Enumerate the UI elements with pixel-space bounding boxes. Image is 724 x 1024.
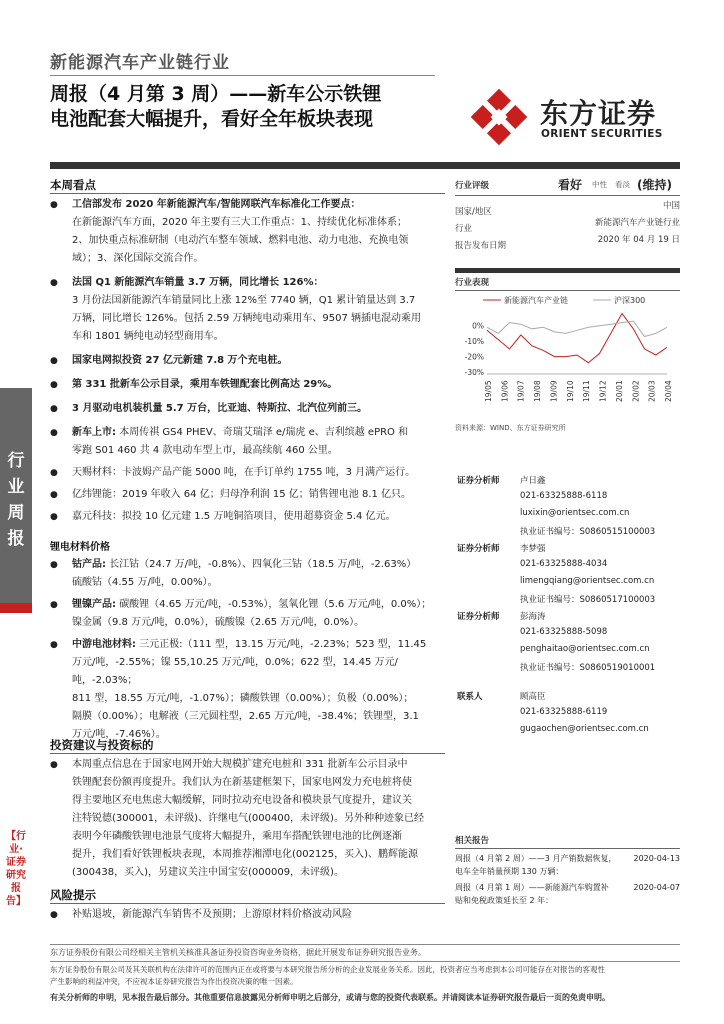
info-key: 行业 [455, 224, 473, 234]
rating-row [455, 177, 680, 196]
analyst-role: 证券分析师 [457, 476, 500, 486]
info-row [455, 199, 680, 216]
price-text: 隔膜（0.00%）；电解液（三元圆柱型，2.65 万元/吨，-38.4%；铁锂型，3.1 [72, 711, 419, 722]
invest-line: 提升，我们看好铁锂板块表现，本周推荐湘潭电化(002125，买入)、鹏辉能源 [72, 849, 418, 860]
contact-email[interactable]: gugaochen@orientsec.com.cn [520, 724, 649, 734]
price-label: 钴产品: [72, 559, 106, 570]
info-key: 国家/地区 [455, 207, 492, 217]
bullet-icon: ● [50, 600, 58, 610]
contact-role: 联系人 [457, 692, 483, 702]
analyst-cert: 执业证书编号：S0860515100003 [520, 527, 656, 537]
company-news-item [50, 508, 445, 526]
highlights-heading: 本周看点 [50, 178, 96, 192]
bullet-icon: ● [50, 468, 58, 478]
price-text: 碳酸锂（4.65 万元/吨，-0.53%），氢氧化锂（5.6 万元/吨，0.0%）； [119, 599, 432, 610]
highlight-body-line: 3 月份法国新能源汽车销量同比上涨 12%至 7740 辆，Q1 累计销量达到 3.7 [72, 295, 416, 306]
legend-label: 沪深300 [614, 296, 646, 305]
related-item[interactable] [455, 881, 680, 907]
prices-list [50, 556, 445, 744]
info-value: 2020 年 04 月 19 日 [597, 235, 680, 245]
analyst-name: 彭海涛 [520, 612, 546, 622]
chart-title-divider [455, 290, 680, 291]
highlight-item [50, 352, 445, 370]
invest-line: 注特锐德(300001，未评级)、许继电气(000400，未评级)。另外种种迹象已经 [72, 813, 424, 824]
rating-status: (维持) [637, 178, 672, 192]
analyst-email[interactable]: luxixin@orientsec.com.cn [520, 508, 630, 518]
price-item [50, 596, 445, 632]
analyst-phone: 021-63325888-4034 [520, 559, 608, 569]
invest-line: (300438，买入)，另建议关注中国宝安(000009，未评级)。 [72, 867, 344, 878]
footer-line: 东方证券股份有限公司经相关主管机关核准具备证券投资咨询业务资格，据此开展发布证券研究报告业务。 [50, 948, 426, 957]
analyst-name: 李梦强 [520, 544, 546, 554]
contact-phone: 021-63325888-6119 [520, 707, 608, 717]
chart-source: 资料来源：WIND、东方证券研究所 [455, 424, 566, 432]
related-item[interactable] [455, 852, 680, 878]
x-tick-label: 19/09 [549, 380, 559, 402]
highlight-title: 国家电网拟投资 27 亿元新建 7.8 万个充电桩。 [72, 355, 288, 366]
chart-title: 行业表现 [455, 278, 490, 288]
bullet-icon: ● [50, 278, 58, 288]
x-tick-label: 20/04 [664, 380, 673, 402]
price-text: 镍金属（9.8 万元/吨，0.0%），硫酸镍（2.65 万元/吨，0.0%）。 [72, 617, 365, 628]
highlight-body-line: 万辆，同比增长 126%。包括 2.59 万辆纯电动乘用车、9507 辆插电混动乘用 [72, 313, 422, 324]
analyst-email[interactable]: penghaitao@orientsec.com.cn [520, 644, 650, 654]
analyst-email[interactable]: limengqiang@orientsec.com.cn [520, 576, 655, 586]
sidebar-label-block [0, 388, 32, 603]
price-text: 811 型，18.55 万元/吨，-1.07%）；磷酸铁锂（0.00%）；负极（0.00%）； [72, 693, 414, 704]
y-tick-label: -20% [464, 352, 484, 362]
info-row [455, 233, 680, 250]
invest-heading: 投资建议与投资标的 [50, 738, 154, 752]
price-text: 三元正极:（111 型，13.15 万元/吨，-2.23%；523 型，11.45 [139, 639, 427, 650]
footer-divider [50, 944, 680, 945]
info-table [455, 199, 680, 250]
new-cars-text: 零跑 S01 460 共 4 款电动车型上市，最高续航 460 公里。 [72, 445, 338, 456]
x-tick-label: 19/06 [500, 380, 510, 402]
new-cars-item [50, 424, 445, 460]
x-tick-label: 19/08 [533, 380, 543, 402]
info-key: 报告发布日期 [455, 241, 507, 251]
company-news-text: 天赐材料：卡波姆产品产能 5000 吨，在手订单约 1755 吨，3 月满产运行。 [72, 467, 416, 478]
logo-name-cn: 东方证券 [540, 97, 657, 130]
related-date: 2020-04-13 [633, 854, 680, 863]
highlights-list [50, 196, 445, 526]
bullet-icon: ● [50, 490, 58, 500]
related-date: 2020-04-07 [633, 883, 680, 892]
price-label: 锂镍产品: [72, 599, 116, 610]
related-list [455, 852, 680, 907]
price-item [50, 556, 445, 592]
highlight-item [50, 274, 445, 346]
y-tick-label: -10% [464, 337, 484, 347]
highlight-title: 法国 Q1 新能源汽车销量 3.7 万辆，同比增长 126%： [72, 277, 324, 288]
sidebar-report-tag: 【行业·证券研究报告】 [6, 831, 26, 907]
rating-value: 看好 [558, 178, 583, 192]
analyst-phone: 021-63325888-5098 [520, 627, 608, 637]
orient-logo-icon [470, 88, 528, 146]
analyst-cert: 执业证书编号：S0860519010001 [520, 663, 656, 673]
invest-line: 本周重点信息在于国家电网开始大规模扩建充电桩和 331 批新车公示目录中 [72, 759, 408, 770]
invest-line: 铁锂配套份额再度提升。我们认为在新基建框架下，国家电网发力充电桩将使 [72, 777, 412, 788]
related-title: 周报（4 月第 1 周）——新能源汽车购置补 [455, 883, 609, 892]
performance-chart [455, 292, 680, 412]
title-line-2: 电池配套大幅提升，看好全年板块表现 [50, 108, 374, 130]
highlight-body-line: 车和 1801 辆纯电动轻型商用车。 [72, 331, 224, 342]
highlight-item [50, 376, 445, 394]
risk-item [50, 906, 445, 924]
rating-label: 行业评级 [455, 181, 490, 191]
highlight-item [50, 196, 445, 268]
company-logo [470, 88, 680, 148]
footer-divider [50, 961, 680, 962]
analyst-role: 证券分析师 [457, 544, 500, 554]
highlight-body-line: 在新能源汽车方面，2020 年主要有三大工作重点：1、持续优化标准体系； [72, 217, 407, 228]
invest-line: 表明今年磷酸铁锂电池景气度将大幅提升，乘用车搭配铁锂电池的比例逐渐 [72, 831, 402, 842]
company-news-item [50, 486, 445, 504]
analyst-role: 证券分析师 [457, 612, 500, 622]
new-cars-label: 新车上市: [72, 427, 116, 438]
sidebar-accent [0, 603, 32, 613]
highlights-divider [50, 193, 445, 194]
bullet-icon: ● [50, 640, 58, 650]
highlight-title: 3 月驱动电机装机量 5.7 万台，比亚迪、特斯拉、北汽位列前三。 [72, 403, 368, 414]
invest-divider [50, 753, 445, 754]
analyst-block [457, 474, 655, 741]
footer-line: 产生影响的利益冲突，不应视本证券研究报告为作出投资决策的唯一因素。 [50, 977, 298, 986]
legend-label: 新能源汽车产业链 [504, 296, 568, 305]
company-news-text: 嘉元科技：拟投 10 亿元建 1.5 万吨铜箔项目，使用超募资金 5.4 亿元。 [72, 511, 396, 522]
highlight-item [50, 400, 445, 418]
header-divider [50, 75, 435, 76]
related-divider [455, 848, 680, 849]
x-tick-label: 19/11 [582, 380, 592, 402]
risk-text: 补贴退坡，新能源汽车销售不及预期；上游原材料价格波动风险 [72, 909, 352, 920]
highlight-body-line: 2、加快重点标准研制（电动汽车整车领域、燃料电池、动力电池、充换电领 [72, 235, 409, 246]
logo-name-en: ORIENT SECURITIES [541, 128, 663, 140]
risk-heading: 风险提示 [50, 888, 96, 902]
bullet-icon: ● [50, 404, 58, 414]
bullet-icon: ● [50, 560, 58, 570]
highlight-title: 工信部发布 2020 年新能源汽车/智能网联汽车标准化工作要点： [72, 199, 361, 210]
x-tick-label: 19/07 [516, 380, 526, 402]
bullet-icon: ● [50, 512, 58, 522]
company-news-text: 亿纬锂能：2019 年收入 64 亿；归母净利润 15 亿；销售锂电池 8.1 亿只。 [72, 489, 412, 500]
series-line [487, 321, 667, 336]
highlight-body-line: 域）；3、深化国际交流合作。 [72, 253, 204, 264]
header-bar [50, 162, 680, 169]
bullet-icon: ● [50, 760, 58, 770]
y-tick-label: 0% [472, 321, 484, 331]
risk-divider [50, 903, 445, 904]
y-tick-label: -30% [464, 368, 484, 377]
title-line-1: 周报（4 月第 3 周）——新车公示铁锂 [50, 83, 382, 105]
x-tick-label: 19/10 [565, 380, 575, 402]
x-tick-label: 19/05 [484, 380, 493, 402]
x-tick-label: 20/03 [647, 380, 657, 402]
prices-heading: 锂电材料价格 [50, 542, 110, 553]
related-title: 周报（4 月第 2 周）——3 月产销数据恢复， [455, 854, 617, 863]
analyst-cert: 执业证书编号：S0860517100003 [520, 595, 656, 605]
price-text: 长江钴（24.7 万/吨，-0.8%）、四氧化三钴（18.5 万/吨，-2.63%） [109, 559, 417, 570]
bullet-icon: ● [50, 356, 58, 366]
analyst-name: 卢日鑫 [520, 476, 546, 486]
price-text: 硫酸钴（4.55 万/吨，0.00%）。 [72, 577, 218, 588]
rating-neutral: 中性 [592, 180, 607, 189]
x-tick-label: 20/02 [631, 380, 641, 402]
price-item [50, 636, 445, 744]
related-heading: 相关报告 [455, 836, 490, 846]
info-row [455, 216, 680, 233]
bullet-icon: ● [50, 428, 58, 438]
rating-negative: 看淡 [615, 180, 630, 189]
related-title: 贴和免税政策延长至 2 年： [455, 896, 554, 905]
price-text: 万元/吨，-2.55%；镍 55,10.25 万元/吨，0.0%；622 型，14.45 万元/吨，-2.03%； [72, 657, 398, 686]
info-value: 中国 [662, 201, 680, 211]
x-tick-label: 20/01 [614, 380, 624, 402]
new-cars-text: 本周传祺 GS4 PHEV、奇瑞艾瑞泽 e/瑞虎 e、吉利缤越 ePRO 和 [119, 427, 409, 438]
info-value: 新能源汽车产业链行业 [594, 218, 680, 228]
price-text: 万元/吨，-7.46%）。 [72, 729, 166, 740]
analyst-phone: 021-63325888-6118 [520, 491, 608, 501]
risk-block [50, 906, 445, 924]
bullet-icon: ● [50, 200, 58, 210]
company-news-item [50, 464, 445, 482]
bullet-icon: ● [50, 380, 58, 390]
series-line [487, 313, 667, 362]
related-title: 电车全年销量预期 130 万辆： [455, 867, 564, 876]
sidebar-label: 行业周报 [7, 451, 25, 549]
price-label: 中游电池材料: [72, 639, 136, 650]
x-tick-label: 19/12 [598, 380, 608, 402]
contact-name: 顾高臣 [520, 692, 546, 702]
report-category: 新能源汽车产业链行业 [50, 53, 230, 73]
highlight-title: 第 331 批新车公示目录，乘用车铁锂配套比例高达 29%。 [72, 379, 338, 390]
invest-item [50, 756, 445, 882]
invest-line: 得主要地区充电焦虑大幅缓解，同时拉动充电设备和模块景气度提升，建议关 [72, 795, 412, 806]
bullet-icon: ● [50, 910, 58, 920]
report-title [50, 82, 450, 132]
invest-block [50, 756, 445, 882]
footer-disclaimer: 有关分析师的申明，见本报告最后部分。其他重要信息披露见分析师申明之后部分，或请与您的投资代表联系。并请阅读本证券研究报告最后一页的免责申明。 [50, 993, 610, 1002]
footer-line: 东方证券股份有限公司及其关联机构在法律许可的范围内正在或将要与本研究报告所分析的企业发展业务关系。因此，投资者应当考虑到本公司可能存在对报告的客观性 [50, 965, 605, 974]
